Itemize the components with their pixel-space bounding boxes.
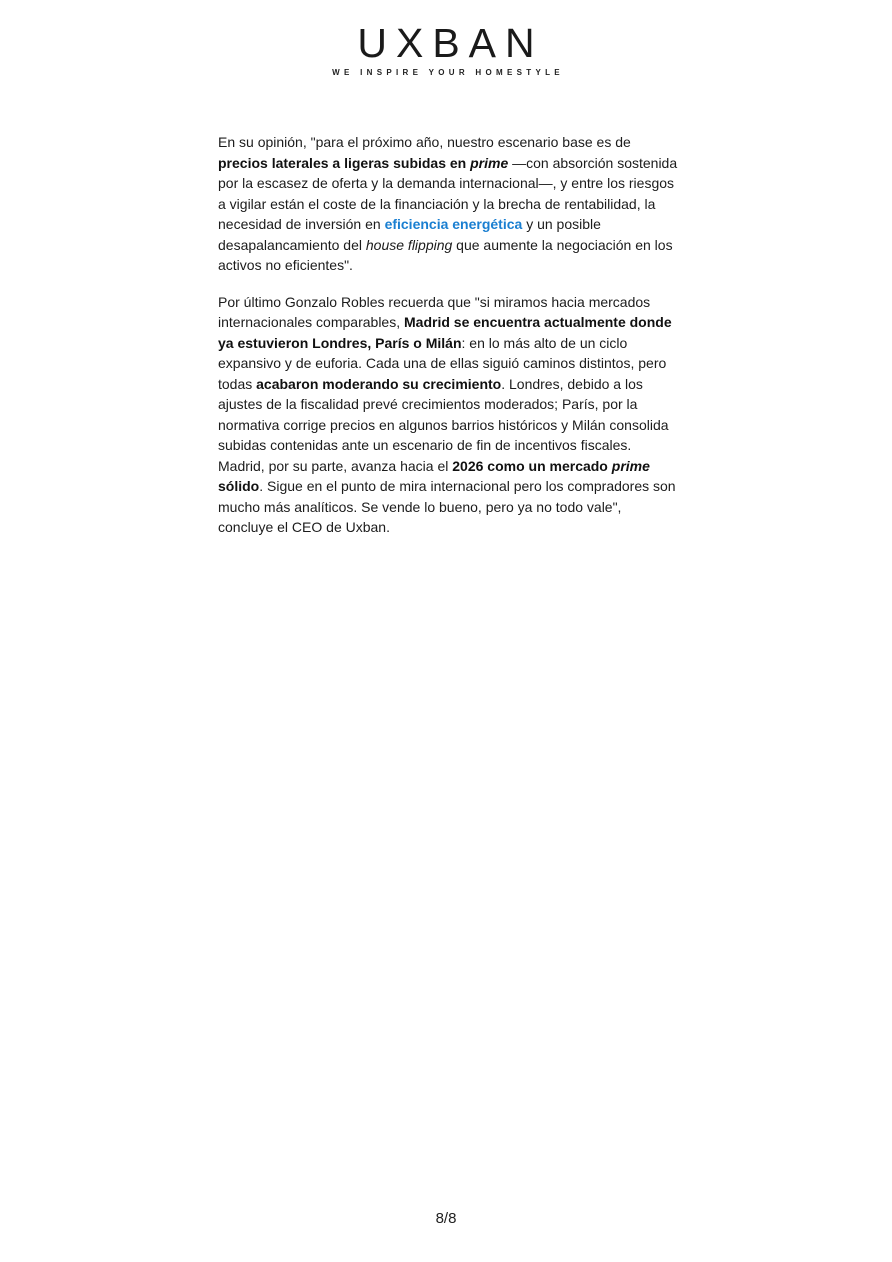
text-run: . Sigue en el punto de mira internacional pero los compradores son mucho más analíticos. Se vende lo bueno, pero ya no todo vale", concluye el CEO de Uxban. <box>218 478 676 535</box>
text-run: y un posible desapalancamiento del <box>218 216 601 253</box>
text-run: que aumente la negociación en los activos no eficientes". <box>218 236 673 273</box>
text-run: Por último Gonzalo Robles recuerda que "si miramos hacia mercados internacionales comparables, <box>218 293 651 330</box>
paragraph-conclusion <box>218 292 680 538</box>
text-run: . Londres, debido a los ajustes de la fiscalidad prevé crecimientos moderados; París, por la normativa corrige precios en algunos barrios históricos y Milán consolida subidas contenidas ante un escenario de fin de incentivos fiscales. Madrid, por su parte, avanza hacia el <box>218 375 669 474</box>
bold-run: Madrid se encuentra actualmente donde ya estuvieron Londres, París o Milán <box>218 314 672 351</box>
bold-run: acabaron moderando su crecimiento <box>256 375 502 392</box>
bold-italic-run: prime <box>470 154 509 171</box>
bold-run: 2026 como un mercado <box>452 457 612 474</box>
uxban-logo <box>0 20 892 77</box>
logo-wordmark: UXBAN <box>357 20 544 66</box>
bold-italic-run: prime <box>611 457 650 474</box>
text-run: : en lo más alto de un ciclo expansivo y de euforia. Cada una de ellas siguió caminos distintos, pero todas <box>218 334 667 392</box>
bold-run: precios laterales a ligeras subidas en <box>218 154 471 171</box>
page-number: 8/8 <box>435 1210 457 1227</box>
logo-tagline: WE INSPIRE YOUR HOMESTYLE <box>332 68 564 77</box>
text-run: —con absorción sostenida por la escasez de oferta y la demanda internacional—, y entre los riesgos a vigilar están el coste de la financiación y la brecha de rentabilidad, la necesidad de inversión en <box>218 154 678 232</box>
article-body <box>218 132 680 554</box>
paragraph-opinion <box>218 132 680 276</box>
bold-run: sólido <box>218 478 260 494</box>
italic-run: house flipping <box>365 236 453 253</box>
energy-efficiency-link[interactable]: eficiencia energética <box>384 216 523 232</box>
text-run: En su opinión, "para el próximo año, nuestro escenario base es de <box>218 134 631 150</box>
